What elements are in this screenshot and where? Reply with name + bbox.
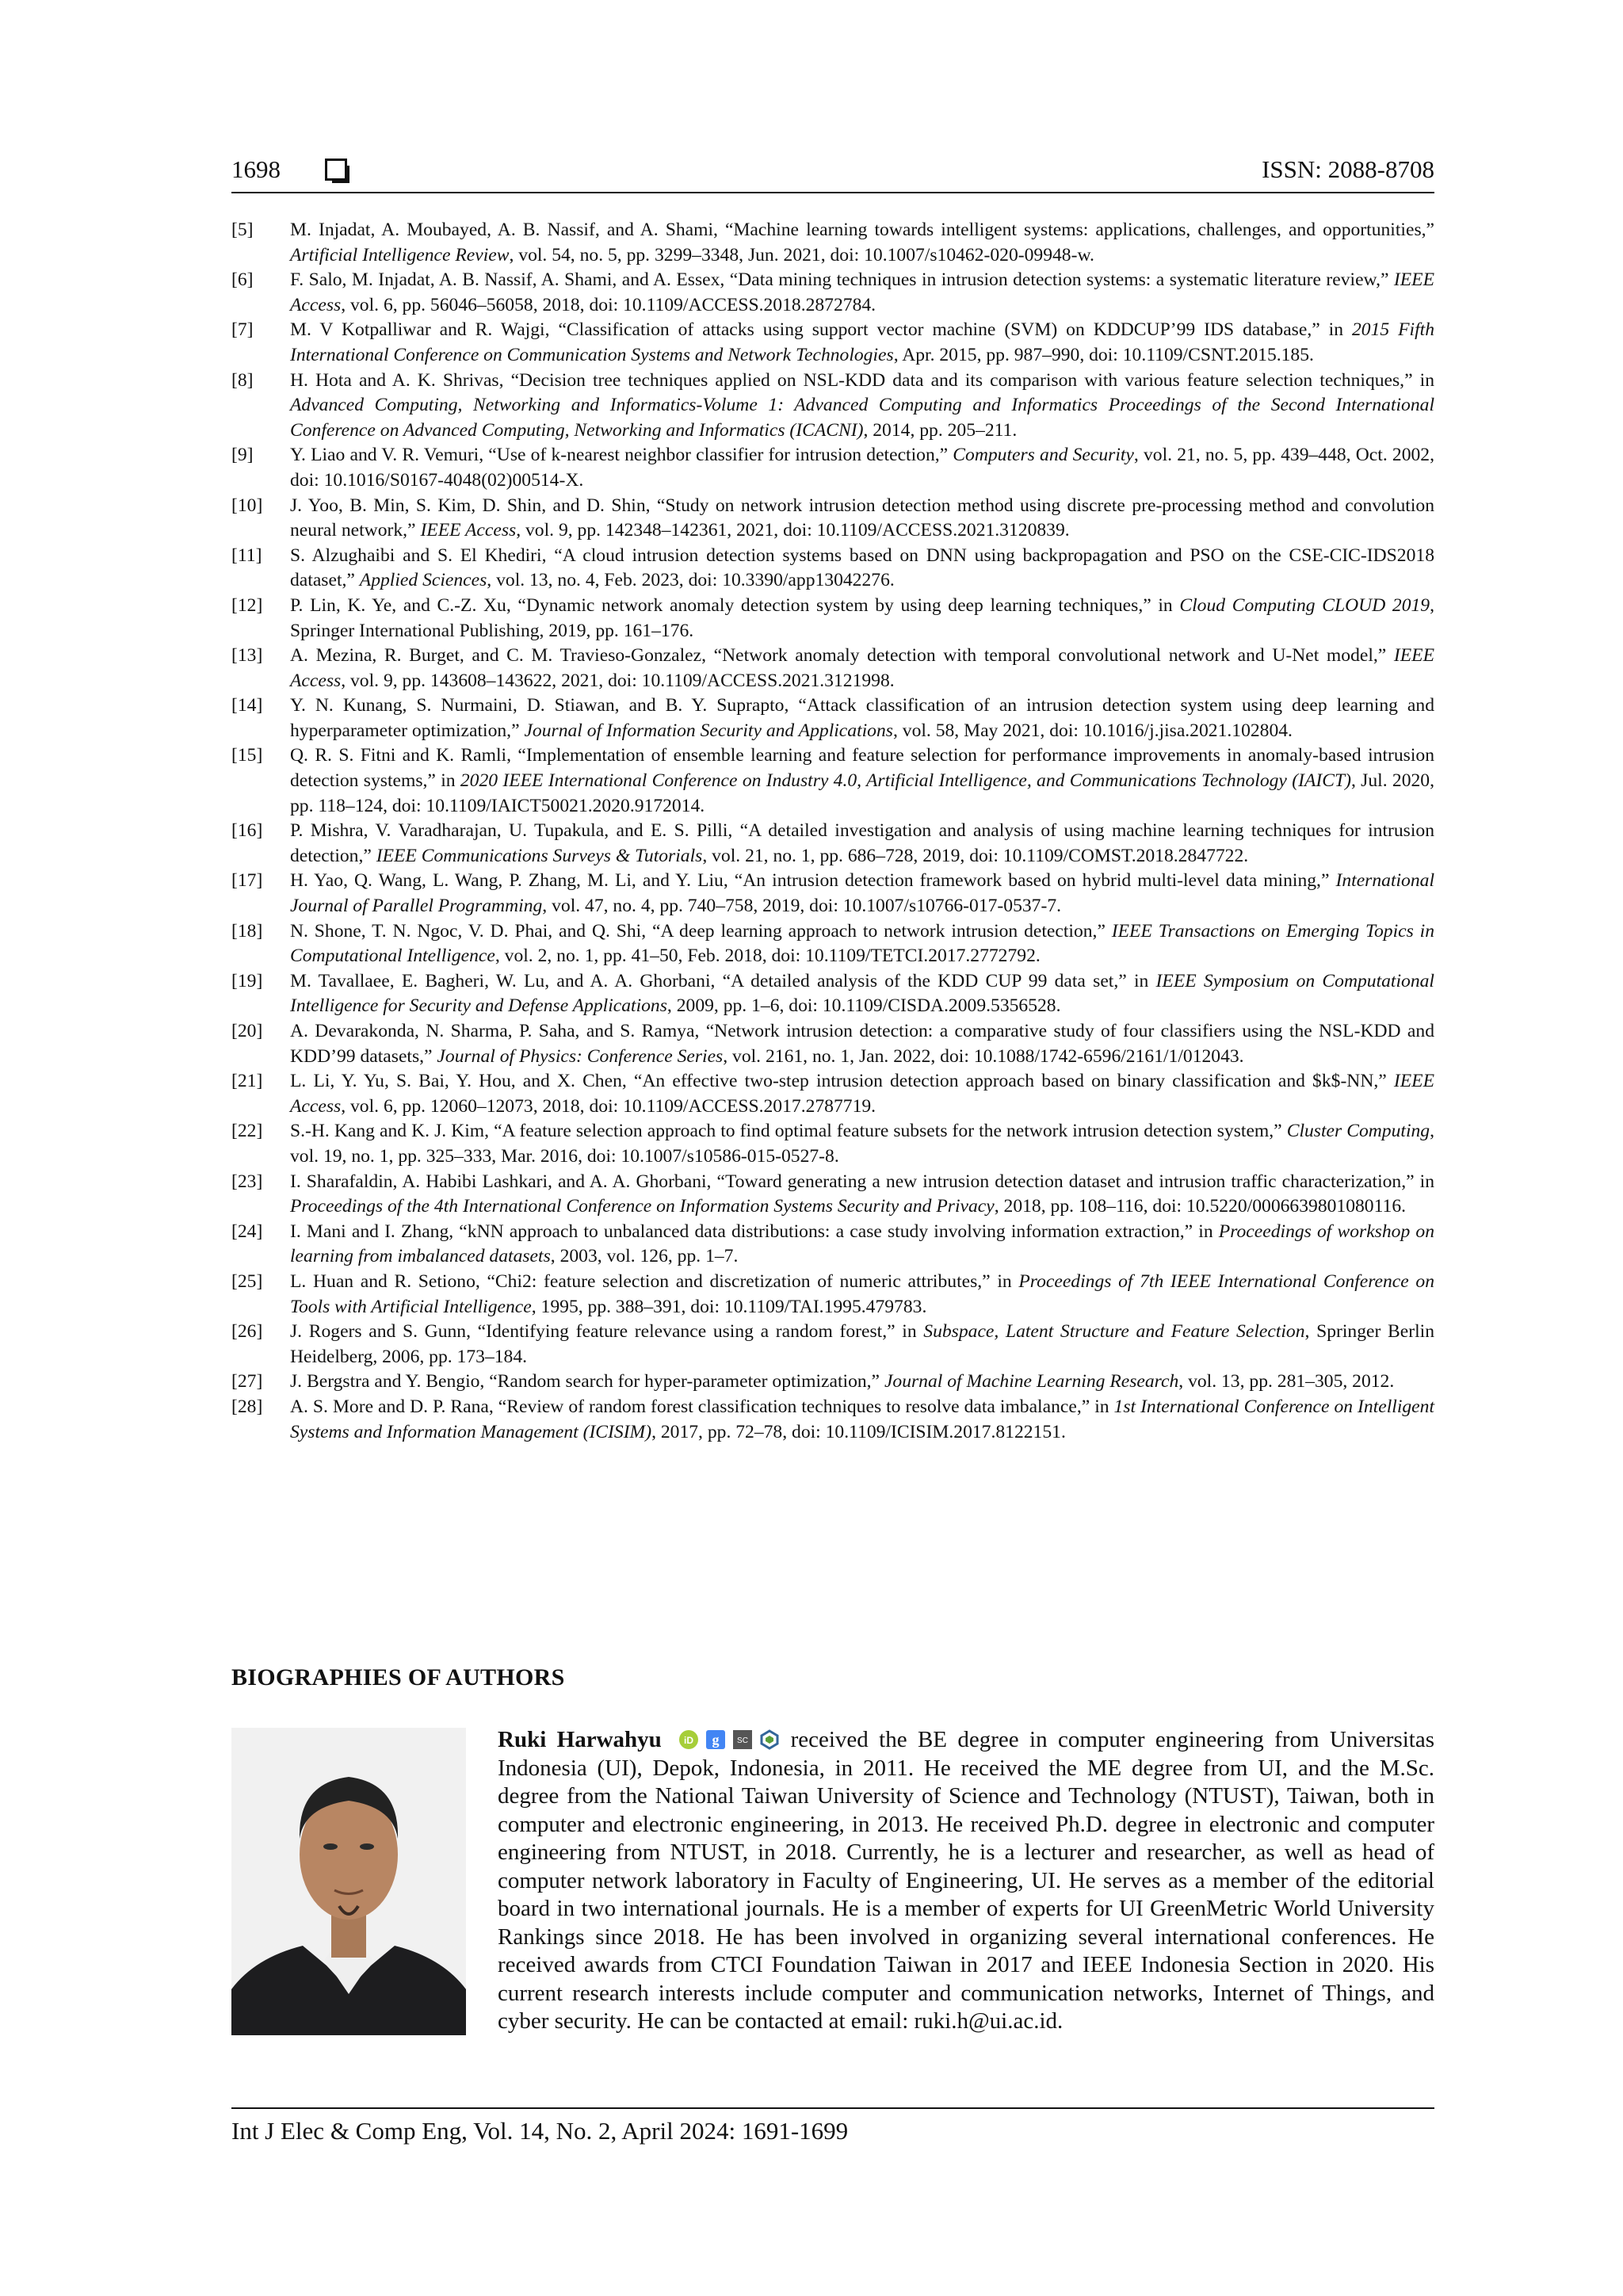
reference-text <box>290 1270 1434 1320</box>
reference-text <box>290 1320 1434 1370</box>
reference-text-segment: , Apr. 2015, pp. 987–990, doi: 10.1109/CSNT.2015.185. <box>893 344 1314 365</box>
author-bio-text: received the BE degree in computer engineering from Universitas Indonesia (UI), Depok, Indonesia, in 2011. He received the ME degree from UI, and the M.Sc. degree from the National Taiwan University of Science and Technology (NTUST), Taiwan, both in computer and electronic engineering, in 2013. He received Ph.D. degree in electronic and computer engineering from NTUST, in 2018. Currently, he is a lecturer and researcher, as well as head of computer network laboratory in Faculty of Engineering, UI. He serves as a member of the editorial board in two international journals. He is a member of experts for UI GreenMetric World University Rankings since 2018. He has been involved in organizing several international conferences. He received awards from CTCI Foundation Taiwan in 2017 and IEEE Indonesia Section in 2020. His current research interests include computer and communication networks, Internet of Things, and cyber security. He can be contacted at email: ruki.h@ui.ac.id. <box>498 1727 1435 2034</box>
author-name: Ruki Harwahyu <box>498 1727 662 1752</box>
reference-item <box>231 1320 1434 1370</box>
reference-text <box>290 1170 1434 1220</box>
reference-text-segment: , 2009, pp. 1–6, doi: 10.1109/CISDA.2009.5356528. <box>666 995 1061 1017</box>
reference-text <box>290 693 1434 743</box>
reference-text <box>290 743 1434 819</box>
reference-item <box>231 1119 1434 1169</box>
reference-text-segment: M. Tavallaee, E. Bagheri, W. Lu, and A. A. Ghorbani, “A detailed analysis of the KDD CUP 99 data set,” in <box>290 970 1156 991</box>
reference-item <box>231 318 1434 368</box>
reference-text <box>290 218 1434 268</box>
reference-source-title: Proceedings of the 4th International Conference on Information Systems Security and Privacy <box>290 1196 995 1217</box>
reference-text-segment: , 2018, pp. 108–116, doi: 10.5220/0006639801080116. <box>994 1196 1407 1217</box>
reference-item <box>231 1220 1434 1270</box>
reference-number: [21] <box>231 1071 263 1092</box>
reference-text-segment: P. Lin, K. Ye, and C.-Z. Xu, “Dynamic network anomaly detection system by using deep learning techniques,” in <box>290 594 1180 616</box>
reference-text <box>290 268 1434 318</box>
reference-text-segment: P. Mishra, V. Varadharajan, U. Tupakula, and E. S. Pilli, “A detailed investigation and analysis of using machine learning techniques for intrusion detection,” <box>290 820 1434 866</box>
reference-text-segment: , vol. 9, pp. 142348–142361, 2021, doi: 10.1109/ACCESS.2021.3120839. <box>516 520 1070 541</box>
reference-text-segment: , vol. 19, no. 1, pp. 325–333, Mar. 2016, doi: 10.1007/s10586-015-0527-8. <box>290 1121 1434 1167</box>
reference-text-segment: , 1995, pp. 388–391, doi: 10.1109/TAI.1995.479783. <box>531 1296 927 1317</box>
reference-number: [8] <box>231 369 254 391</box>
reference-item <box>231 1069 1434 1119</box>
reference-text-segment: I. Sharafaldin, A. Habibi Lashkari, and A. A. Ghorbani, “Toward generating a new intrusion detection dataset and intrusion traffic characterization,” in <box>290 1171 1434 1192</box>
reference-text-segment: , Jul. 2020, pp. 118–124, doi: 10.1109/IAICT50021.2020.9172014. <box>290 770 1434 816</box>
square-box-icon <box>325 159 347 181</box>
reference-text-segment: , vol. 13, pp. 281–305, 2012. <box>1178 1371 1395 1392</box>
reference-text-segment: Q. R. S. Fitni and K. Ramli, “Implementation of ensemble learning and feature selection for performance improvements in anomaly-based intrusion detection systems,” in <box>290 745 1434 792</box>
google-scholar-icon[interactable] <box>705 1729 726 1750</box>
reference-source-title: IEEE Access <box>290 1071 1434 1117</box>
reference-number: [24] <box>231 1221 263 1242</box>
reference-text <box>290 594 1434 644</box>
reference-number: [27] <box>231 1371 263 1392</box>
reference-text <box>290 1370 1434 1395</box>
reference-item <box>231 1395 1434 1445</box>
reference-number: [5] <box>231 220 254 240</box>
reference-text-segment: , vol. 13, no. 4, Feb. 2023, doi: 10.3390/app13042276. <box>487 570 895 591</box>
reference-item <box>231 369 1434 444</box>
reference-source-title: Computers and Security <box>953 445 1134 466</box>
reference-text <box>290 1119 1434 1169</box>
reference-text <box>290 969 1434 1019</box>
reference-text <box>290 1019 1434 1069</box>
reference-number: [18] <box>231 920 263 942</box>
reference-text-segment: J. Yoo, B. Min, S. Kim, D. Shin, and D. Shin, “Study on network intrusion detection method using discrete pre-processing method and convolution neural network,” <box>290 495 1434 541</box>
reference-text <box>290 1395 1434 1445</box>
reference-source-title: IEEE Communications Surveys & Tutorials <box>376 845 703 866</box>
reference-source-title: Journal of Physics: Conference Series <box>437 1045 724 1067</box>
reference-source-title: 1st International Conference on Intelligent Systems and Information Management (ICISIM) <box>290 1396 1435 1442</box>
svg-text:iD: iD <box>684 1735 694 1746</box>
reference-text <box>290 1220 1434 1270</box>
reference-text-segment: S.-H. Kang and K. J. Kim, “A feature selection approach to find optimal feature subsets for the network intrusion detection system,” <box>290 1121 1287 1142</box>
reference-source-title: 2020 IEEE International Conference on Industry 4.0, Artificial Intelligence, and Communications Technology (IAICT) <box>460 770 1351 792</box>
reference-text-segment: M. Injadat, A. Moubayed, A. B. Nassif, and A. Shami, “Machine learning towards intelligent systems: applications, challenges, and opportunities,” <box>290 220 1434 240</box>
author-profile-badges <box>672 1727 790 1752</box>
reference-text-segment: J. Bergstra and Y. Bengio, “Random search for hyper-parameter optimization,” <box>290 1371 884 1392</box>
reference-item <box>231 443 1434 493</box>
page-header <box>231 155 1434 193</box>
reference-item <box>231 1019 1434 1069</box>
reference-number: [14] <box>231 695 263 716</box>
reference-item <box>231 743 1434 819</box>
reference-number: [20] <box>231 1021 263 1041</box>
reference-text <box>290 819 1434 869</box>
reference-source-title: Proceedings of 7th IEEE International Conference on Tools with Artificial Intelligence <box>290 1270 1435 1317</box>
reference-item <box>231 644 1434 693</box>
reference-number: [25] <box>231 1270 263 1292</box>
reference-text-segment: , 2003, vol. 126, pp. 1–7. <box>550 1246 739 1267</box>
reference-text <box>290 544 1434 594</box>
reference-text-segment: Y. N. Kunang, S. Nurmaini, D. Stiawan, and B. Y. Suprapto, “Attack classification of an intrusion detection system using deep learning and hyperparameter optimization,” <box>290 695 1434 741</box>
reference-source-title: IEEE Access <box>290 645 1434 691</box>
reference-text-segment: L. Huan and R. Setiono, “Chi2: feature selection and discretization of numeric attributes,” in <box>290 1270 1019 1292</box>
reference-item <box>231 869 1434 919</box>
reference-text-segment: , 2017, pp. 72–78, doi: 10.1109/ICISIM.2017.8122151. <box>651 1421 1066 1442</box>
reference-text-segment: H. Yao, Q. Wang, L. Wang, P. Zhang, M. Li, and Y. Liu, “An intrusion detection framework based on hybrid multi-level data mining,” <box>290 870 1336 892</box>
reference-text-segment: A. Mezina, R. Burget, and C. M. Travieso-Gonzalez, “Network anomaly detection with temporal convolutional network and U-Net model,” <box>290 645 1394 667</box>
page-number: 1698 <box>231 155 281 183</box>
reference-item <box>231 819 1434 869</box>
reference-text-segment: , vol. 2161, no. 1, Jan. 2022, doi: 10.1088/1742-6596/2161/1/012043. <box>723 1045 1244 1067</box>
header-rule <box>231 192 1434 193</box>
orcid-icon[interactable] <box>678 1729 699 1750</box>
reference-text <box>290 369 1434 444</box>
reference-text-segment: , vol. 54, no. 5, pp. 3299–3348, Jun. 2021, doi: 10.1007/s10462-020-09948-w. <box>509 244 1094 266</box>
reference-text-segment: , vol. 2, no. 1, pp. 41–50, Feb. 2018, doi: 10.1109/TETCI.2017.2772792. <box>495 946 1041 967</box>
reference-item <box>231 268 1434 318</box>
reference-source-title: Artificial Intelligence Review <box>290 244 510 266</box>
reference-source-title: IEEE Access <box>290 269 1434 315</box>
reference-item <box>231 693 1434 743</box>
reference-text-segment: , 2014, pp. 205–211. <box>863 419 1018 441</box>
reference-text <box>290 1069 1434 1119</box>
reference-source-title: 2015 Fifth International Conference on Communication Systems and Network Technologies <box>290 319 1434 365</box>
reference-text-segment: , Springer International Publishing, 2019, pp. 161–176. <box>290 594 1434 641</box>
reference-text-segment: F. Salo, M. Injadat, A. B. Nassif, A. Shami, and A. Essex, “Data mining techniques in intrusion detection systems: a systematic literature review,” <box>290 269 1394 291</box>
reference-number: [10] <box>231 495 263 516</box>
footer-rule <box>231 2107 1434 2109</box>
reference-number: [22] <box>231 1121 263 1142</box>
reference-text-segment: , vol. 9, pp. 143608–143622, 2021, doi: 10.1109/ACCESS.2021.3121998. <box>341 670 895 691</box>
reference-source-title: International Journal of Parallel Programming <box>290 870 1434 917</box>
reference-text-segment: Y. Liao and V. R. Vemuri, “Use of k-nearest neighbor classifier for intrusion detection,” <box>290 445 953 466</box>
reference-text-segment: , vol. 47, no. 4, pp. 740–758, 2019, doi: 10.1007/s10766-017-0537-7. <box>542 896 1062 917</box>
reference-source-title: IEEE Access <box>420 520 517 541</box>
reference-text-segment: I. Mani and I. Zhang, “kNN approach to unbalanced data distributions: a case study involving information extraction,” in <box>290 1221 1219 1242</box>
issn-label: ISSN: 2088-8708 <box>1262 155 1434 183</box>
author-biography <box>498 1726 1434 2036</box>
reference-item <box>231 594 1434 644</box>
reference-source-title: IEEE Symposium on Computational Intelligence for Security and Defense Applications <box>290 970 1434 1017</box>
reference-item <box>231 544 1434 594</box>
reference-text <box>290 644 1434 693</box>
reference-text-segment: , vol. 21, no. 1, pp. 686–728, 2019, doi: 10.1109/COMST.2018.2847722. <box>702 845 1249 866</box>
reference-source-title: Cloud Computing CLOUD 2019 <box>1179 594 1430 616</box>
reference-text-segment: M. V Kotpalliwar and R. Wajgi, “Classification of attacks using support vector machine (SVM) on KDDCUP’99 IDS database,” in <box>290 319 1352 341</box>
reference-item <box>231 218 1434 268</box>
scopus-icon[interactable] <box>732 1729 753 1750</box>
svg-text:SC: SC <box>737 1736 749 1745</box>
reference-number: [7] <box>231 319 254 341</box>
reference-number: [19] <box>231 970 263 991</box>
reference-number: [11] <box>231 544 262 566</box>
reference-item <box>231 969 1434 1019</box>
reference-source-title: Applied Sciences <box>359 570 487 591</box>
reference-text <box>290 318 1434 368</box>
reference-text <box>290 869 1434 919</box>
reference-text <box>290 494 1434 544</box>
reference-number: [17] <box>231 870 263 892</box>
reference-text-segment: A. S. More and D. P. Rana, “Review of random forest classification techniques to resolve data imbalance,” in <box>290 1396 1114 1417</box>
reference-source-title: Journal of Information Security and Applications <box>524 720 893 741</box>
reference-number: [16] <box>231 820 263 842</box>
reference-text-segment: , vol. 21, no. 5, pp. 439–448, Oct. 2002, doi: 10.1016/S0167-4048(02)00514-X. <box>290 445 1434 491</box>
reference-number: [23] <box>231 1171 263 1192</box>
reference-source-title: IEEE Transactions on Emerging Topics in Computational Intelligence <box>290 920 1434 967</box>
publons-icon[interactable] <box>759 1729 780 1750</box>
reference-text-segment: J. Rogers and S. Gunn, “Identifying feature relevance using a random forest,” in <box>290 1321 924 1343</box>
reference-text <box>290 443 1434 493</box>
reference-text-segment: , vol. 58, May 2021, doi: 10.1016/j.jisa.2021.102804. <box>892 720 1293 741</box>
reference-text-segment: , vol. 6, pp. 12060–12073, 2018, doi: 10.1109/ACCESS.2017.2787719. <box>341 1095 876 1117</box>
reference-text-segment: , vol. 6, pp. 56046–56058, 2018, doi: 10.1109/ACCESS.2018.2872784. <box>341 294 876 315</box>
reference-number: [26] <box>231 1321 263 1343</box>
reference-text <box>290 919 1434 969</box>
reference-source-title: Advanced Computing, Networking and Informatics-Volume 1: Advanced Computing and Informatics Proceedings of the Second International Conference on Advanced Computing, Networking and Informatics (ICACNI) <box>290 395 1434 441</box>
reference-number: [6] <box>231 269 254 291</box>
reference-number: [9] <box>231 445 254 466</box>
reference-number: [13] <box>231 645 263 667</box>
reference-text-segment: L. Li, Y. Yu, S. Bai, Y. Hou, and X. Chen, “An effective two-step intrusion detection approach based on binary classification and $k$-NN,” <box>290 1071 1394 1092</box>
reference-number: [12] <box>231 594 263 616</box>
reference-item <box>231 494 1434 544</box>
biographies-heading: BIOGRAPHIES OF AUTHORS <box>231 1664 565 1690</box>
reference-source-title: Cluster Computing <box>1286 1121 1430 1142</box>
svg-text:g: g <box>712 1732 720 1748</box>
reference-item <box>231 1170 1434 1220</box>
reference-text-segment: H. Hota and A. K. Shrivas, “Decision tree techniques applied on NSL-KDD data and its comparison with various feature selection techniques,” in <box>290 369 1434 391</box>
reference-source-title: Journal of Machine Learning Research <box>884 1371 1179 1392</box>
reference-source-title: Proceedings of workshop on learning from imbalanced datasets <box>290 1221 1434 1267</box>
reference-item <box>231 919 1434 969</box>
reference-number: [28] <box>231 1396 263 1417</box>
reference-source-title: Subspace, Latent Structure and Feature Selection <box>923 1321 1305 1343</box>
reference-list <box>231 218 1434 1445</box>
reference-text-segment: A. Devarakonda, N. Sharma, P. Saha, and S. Ramya, “Network intrusion detection: a comparative study of four classifiers using the NSL-KDD and KDD’99 datasets,” <box>290 1021 1434 1067</box>
reference-number: [15] <box>231 745 263 766</box>
reference-text-segment: N. Shone, T. N. Ngoc, V. D. Phai, and Q. Shi, “A deep learning approach to network intrusion detection,” <box>290 920 1112 942</box>
reference-text-segment: , Springer Berlin Heidelberg, 2006, pp. 173–184. <box>290 1321 1434 1367</box>
reference-text-segment: S. Alzughaibi and S. El Khediri, “A cloud intrusion detection systems based on DNN using backpropagation and PSO on the CSE-CIC-IDS2018 dataset,” <box>290 544 1434 591</box>
author-photo <box>231 1728 466 2035</box>
reference-item <box>231 1370 1434 1395</box>
reference-item <box>231 1270 1434 1320</box>
journal-citation: Int J Elec & Comp Eng, Vol. 14, No. 2, April 2024: 1691-1699 <box>231 2117 849 2145</box>
